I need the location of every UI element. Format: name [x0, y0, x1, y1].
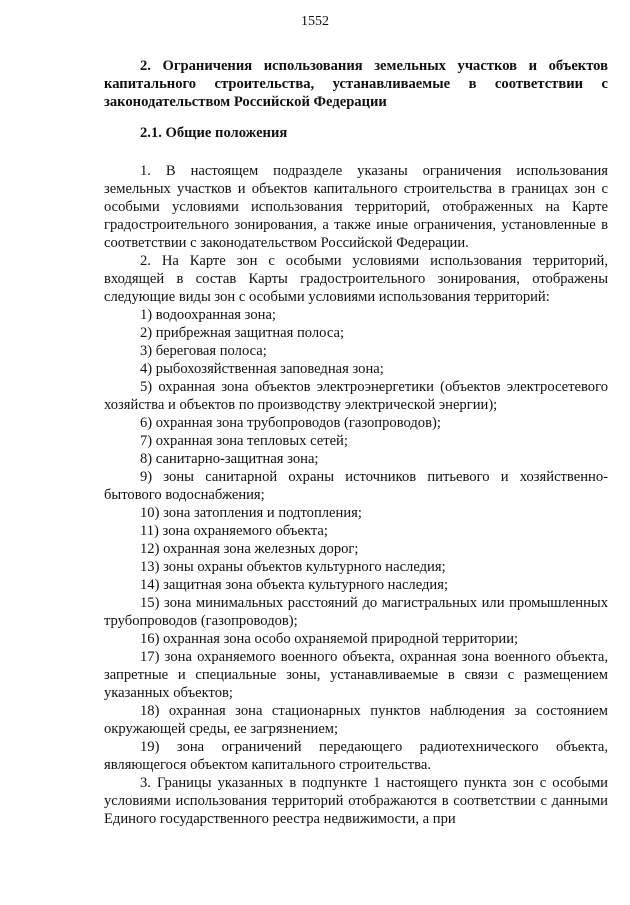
list-item-15: 15) зона минимальных расстояний до магистральных или промышленных трубопроводов (газопроводов);: [104, 595, 608, 629]
list-item-9: 9) зоны санитарной охраны источников питьевого и хозяйственно-бытового водоснабжения;: [104, 469, 608, 503]
list-item-3: 3) береговая полоса;: [140, 343, 267, 359]
list-item-14: 14) защитная зона объекта культурного наследия;: [140, 577, 448, 593]
document-body: [104, 57, 608, 828]
list-item-10: 10) зона затопления и подтопления;: [140, 505, 362, 521]
list-item-8: 8) санитарно-защитная зона;: [140, 451, 319, 467]
list-item-6: 6) охранная зона трубопроводов (газопроводов);: [140, 415, 441, 431]
subsection-heading: 2.1. Общие положения: [140, 125, 288, 141]
list-item-18: 18) охранная зона стационарных пунктов наблюдения за состоянием окружающей среды, ее загрязнением;: [104, 703, 608, 737]
list-item-12: 12) охранная зона железных дорог;: [140, 541, 359, 557]
paragraph-3: 3. Границы указанных в подпункте 1 настоящего пункта зон с особыми условиями использования территорий отображаются в соответствии с данными Единого государственного реестра недвижимости, а при: [104, 775, 608, 827]
list-item-1: 1) водоохранная зона;: [140, 307, 276, 323]
list-item-19: 19) зона ограничений передающего радиотехнического объекта, являющегося объектом капитального строительства.: [104, 739, 608, 773]
list-item-11: 11) зона охраняемого объекта;: [140, 523, 328, 539]
list-item-5: 5) охранная зона объектов электроэнергетики (объектов электросетевого хозяйства и объектов по производству электрической энергии);: [104, 379, 608, 413]
paragraph-2: 2. На Карте зон с особыми условиями использования территорий, входящей в состав Карты градостроительного зонирования, отображены следующие виды зон с особыми условиями использования территорий:: [104, 253, 608, 305]
list-item-17: 17) зона охраняемого военного объекта, охранная зона военного объекта, запретные и специальные зоны, устанавливаемые в связи с размещением указанных объектов;: [104, 649, 608, 701]
list-item-4: 4) рыбохозяйственная заповедная зона;: [140, 361, 384, 377]
list-item-7: 7) охранная зона тепловых сетей;: [140, 433, 348, 449]
list-item-13: 13) зоны охраны объектов культурного наследия;: [140, 559, 446, 575]
paragraph-1: 1. В настоящем подразделе указаны ограничения использования земельных участков и объектов капитального строительства в границах зон с особыми условиями использования территорий, отображенных на Карте градостроительного зонирования, а также иные ограничения, установленные в соответствии с законодательством Российской Федерации.: [104, 163, 608, 251]
list-item-16: 16) охранная зона особо охраняемой природной территории;: [140, 631, 519, 647]
list-item-2: 2) прибрежная защитная полоса;: [140, 325, 345, 341]
section-heading: 2. Ограничения использования земельных участков и объектов капитального строительства, устанавливаемые в соответствии с законодательством Российской Федерации: [104, 58, 608, 110]
page-number: 1552: [301, 14, 329, 29]
